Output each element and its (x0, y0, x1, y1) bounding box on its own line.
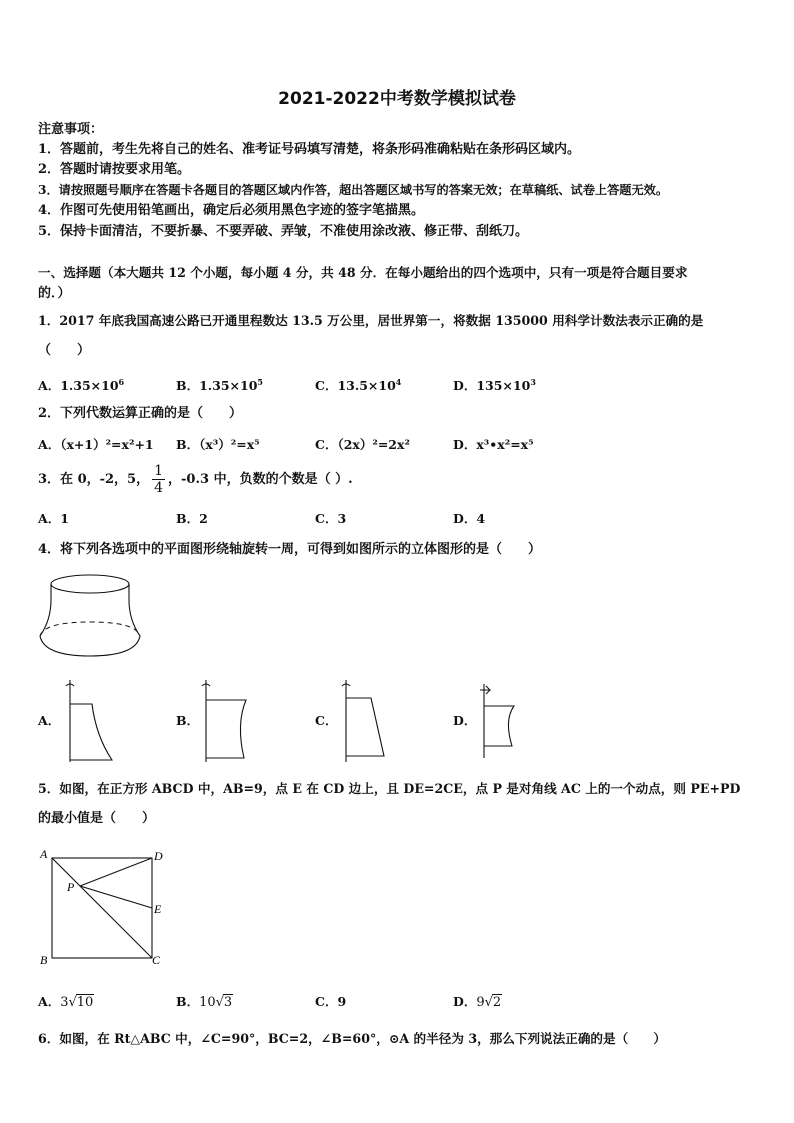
fraction: $\frac{1}{4}$ (154, 463, 164, 496)
q5-square-figure (36, 846, 176, 970)
question-1-stem: 1．2017 年底我国高速公路已开通里程数达 13.5 万公里，居世界第一，将数据 135000 用科学计数法表示正确的是 (38, 313, 704, 328)
question-4-stem: 4．将下列各选项中的平面图形绕轴旋转一周，可得到如图所示的立体图形的是（ ） (38, 542, 542, 557)
q5-option-b: B．10√3 (176, 994, 233, 1010)
q1-option-a: A．$1.35\times 10^6$ (38, 377, 125, 394)
q2-option-d: D．x³•x²=x⁵ (453, 437, 534, 452)
q4-solid-figure (36, 570, 146, 665)
q3-option-c: C．3 (315, 511, 347, 526)
point-label-e: E (154, 902, 162, 916)
q4-option-c-figure (336, 676, 396, 764)
q3-option-a: A．1 (38, 511, 69, 526)
q5-option-d: D．9√2 (453, 994, 502, 1010)
q5-option-a: A．3√10 (38, 994, 94, 1010)
q2-option-b: B．（x³）²=x⁵ (176, 437, 260, 452)
note-item: 4．作图可先使用铅笔画出，确定后必须用黑色字迹的签字笔描黑。 (38, 203, 425, 218)
q2-option-c: C．（2x）²=2x² (315, 437, 410, 452)
radical-expression: 10√3 (199, 995, 233, 1010)
q1-option-d: D．$135\times 10^3$ (453, 377, 536, 394)
note-item: 5．保持卡面清洁，不要折暴、不要弄破、弄皱，不准使用涂改液、修正带、刮纸刀。 (38, 224, 529, 239)
question-1-paren: （ ） (38, 343, 91, 358)
vertex-label-d: D (154, 849, 163, 863)
section-heading-cont: 的．） (38, 286, 71, 301)
q1-option-b: B．$1.35\times 10^5$ (176, 377, 263, 394)
q1-option-c: C．$13.5\times 10^4$ (315, 377, 402, 394)
q4-option-d-figure (474, 680, 534, 760)
radical-expression: 3√10 (60, 995, 94, 1010)
q3-option-d: D．4 (453, 511, 486, 526)
q2-option-a: A．（x+1）²=x²+1 (38, 437, 154, 452)
note-item: 2．答题时请按要求用笔。 (38, 162, 191, 177)
vertex-label-c: C (152, 953, 161, 967)
note-item: 1．答题前，考生先将自己的姓名、准考证号码填写清楚，将条形码准确粘贴在条形码区域内。 (38, 142, 581, 157)
q4-option-b-label: B． (176, 713, 200, 728)
q4-option-c-label: C． (315, 713, 338, 728)
q4-option-d-label: D． (453, 713, 477, 728)
question-5-stem: 5．如图，在正方形 ABCD 中，AB=9，点 E 在 CD 边上，且 DE=2CE，点 P 是对角线 AC 上的一个动点，则 PE+PD (38, 781, 741, 796)
q4-option-a-label: A． (38, 713, 61, 728)
q5-option-c: C．9 (315, 994, 347, 1009)
vertex-label-a: A (40, 847, 48, 861)
question-2-stem: 2．下列代数运算正确的是（ ） (38, 406, 243, 421)
question-6-stem: 6．如图，在 Rt△ABC 中，∠C=90°，BC=2，∠B=60°，⊙A 的半径为 3，那么下列说法正确的是（ ） (38, 1031, 666, 1046)
note-item: 3．请按照题号顺序在答题卡各题目的答题区域内作答，超出答题区域书写的答案无效；在草稿纸、试卷上答题无效。 (38, 183, 669, 197)
q4-option-a-figure (60, 676, 120, 764)
question-3-stem: 3．在 0，-2，5， $\frac{1}{4}$ ，-0.3 中，负数的个数是（ ）. (38, 463, 353, 496)
section-heading: 一、选择题（本大题共 12 个小题，每小题 4 分，共 48 分．在每小题给出的四个选项中，只有一项是符合题目要求 (38, 265, 688, 280)
vertex-label-b: B (40, 953, 48, 967)
page-title: 2021-2022中考数学模拟试卷 (278, 89, 516, 109)
q4-option-b-figure (196, 676, 256, 764)
q3-option-b: B．2 (176, 511, 208, 526)
question-5-stem-cont: 的最小值是（ ） (38, 811, 156, 826)
radical-expression: 9√2 (476, 995, 502, 1010)
point-label-p: P (67, 880, 75, 894)
notes-heading: 注意事项： (38, 122, 104, 137)
